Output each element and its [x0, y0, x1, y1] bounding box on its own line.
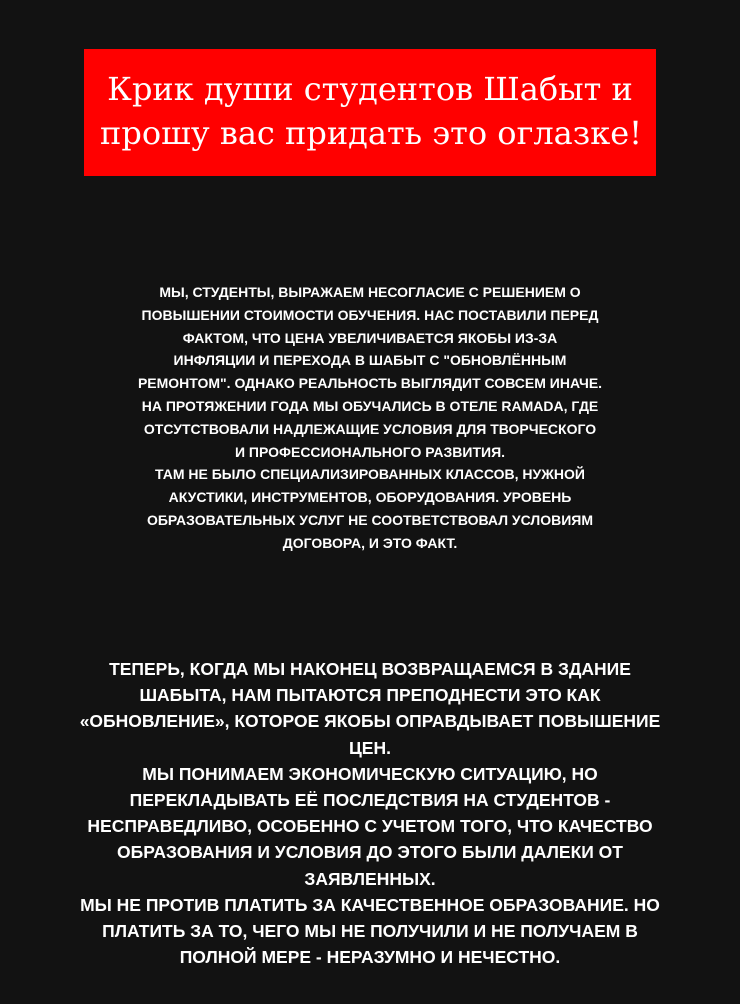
text-line: РЕМОНТОМ". ОДНАКО РЕАЛЬНОСТЬ ВЫГЛЯДИТ СОВСЕМ ИНАЧЕ.: [137, 375, 603, 392]
paragraph-2: [0, 656, 740, 970]
text-line: ПЕРЕКЛАДЫВАТЬ ЕЁ ПОСЛЕДСТВИЯ НА СТУДЕНТОВ -: [129, 790, 611, 811]
text-line: МЫ ПОНИМАЕМ ЭКОНОМИЧЕСКУЮ СИТУАЦИЮ, НО: [142, 763, 598, 784]
text-line: ШАБЫТА, НАМ ПЫТАЮТСЯ ПРЕПОДНЕСТИ ЭТО КАК: [139, 685, 601, 706]
text-line: АКУСТИКИ, ИНСТРУМЕНТОВ, ОБОРУДОВАНИЯ. УРОВЕНЬ: [168, 489, 572, 506]
text-line: ИНФЛЯЦИИ И ПЕРЕХОДА В ШАБЫТ С "ОБНОВЛЁННЫМ: [173, 352, 567, 369]
text-line: ДОГОВОРА, И ЭТО ФАКТ.: [282, 534, 458, 551]
page-title: [100, 67, 640, 155]
paragraph-1: [0, 281, 740, 555]
text-line: ТЕПЕРЬ, КОГДА МЫ НАКОНЕЦ ВОЗВРАЩАЕМСЯ В ЗДАНИЕ: [109, 659, 631, 679]
text-line: ОБРАЗОВАНИЯ И УСЛОВИЯ ДО ЭТОГО БЫЛИ ДАЛЕКИ ОТ: [117, 842, 623, 863]
text-line: И ПРОФЕССИОНАЛЬНОГО РАЗВИТИЯ.: [234, 443, 506, 460]
text-line: ОБРАЗОВАТЕЛЬНЫХ УСЛУГ НЕ СООТВЕТСТВОВАЛ УСЛОВИЯМ: [146, 511, 593, 528]
text-line: ОТСУТСТВОВАЛИ НАДЛЕЖАЩИЕ УСЛОВИЯ ДЛЯ ТВОРЧЕСКОГО: [143, 420, 597, 437]
text-line: НА ПРОТЯЖЕНИИ ГОДА МЫ ОБУЧАЛИСЬ В ОТЕЛЕ RAMADA, ГДЕ: [141, 397, 599, 414]
text-line: «ОБНОВЛЕНИЕ», КОТОРОЕ ЯКОБЫ ОПРАВДЫВАЕТ ПОВЫШЕНИЕ: [79, 711, 661, 732]
text-line: ПЛАТИТЬ ЗА ТО, ЧЕГО МЫ НЕ ПОЛУЧИЛИ И НЕ ПОЛУЧАЕМ В: [102, 921, 638, 942]
title-line: прошу вас придать это оглазке!: [100, 114, 642, 152]
text-line: ЦЕН.: [349, 737, 391, 758]
text-line: ПОЛНОЙ МЕРЕ - НЕРАЗУМНО И НЕЧЕСТНО.: [179, 947, 561, 968]
text-line: НЕСПРАВЕДЛИВО, ОСОБЕННО С УЧЕТОМ ТОГО, ЧТО КАЧЕСТВО: [87, 816, 653, 837]
text-line: ТАМ НЕ БЫЛО СПЕЦИАЛИЗИРОВАННЫХ КЛАССОВ, НУЖНОЙ: [155, 466, 585, 483]
text-line: МЫ НЕ ПРОТИВ ПЛАТИТЬ ЗА КАЧЕСТВЕННОЕ ОБРАЗОВАНИЕ. НО: [80, 894, 660, 915]
text-line: МЫ, СТУДЕНТЫ, ВЫРАЖАЕМ НЕСОГЛАСИЕ С РЕШЕНИЕМ О: [159, 284, 581, 300]
text-line: ФАКТОМ, ЧТО ЦЕНА УВЕЛИЧИВАЕТСЯ ЯКОБЫ ИЗ-ЗА: [182, 329, 558, 346]
text-line: ПОВЫШЕНИИ СТОИМОСТИ ОБУЧЕНИЯ. НАС ПОСТАВИЛИ ПЕРЕД: [141, 306, 599, 323]
title-banner: [84, 49, 656, 176]
text-line: ЗАЯВЛЕННЫХ.: [304, 868, 436, 889]
title-line: Крик души студентов Шабыт и: [107, 70, 633, 108]
